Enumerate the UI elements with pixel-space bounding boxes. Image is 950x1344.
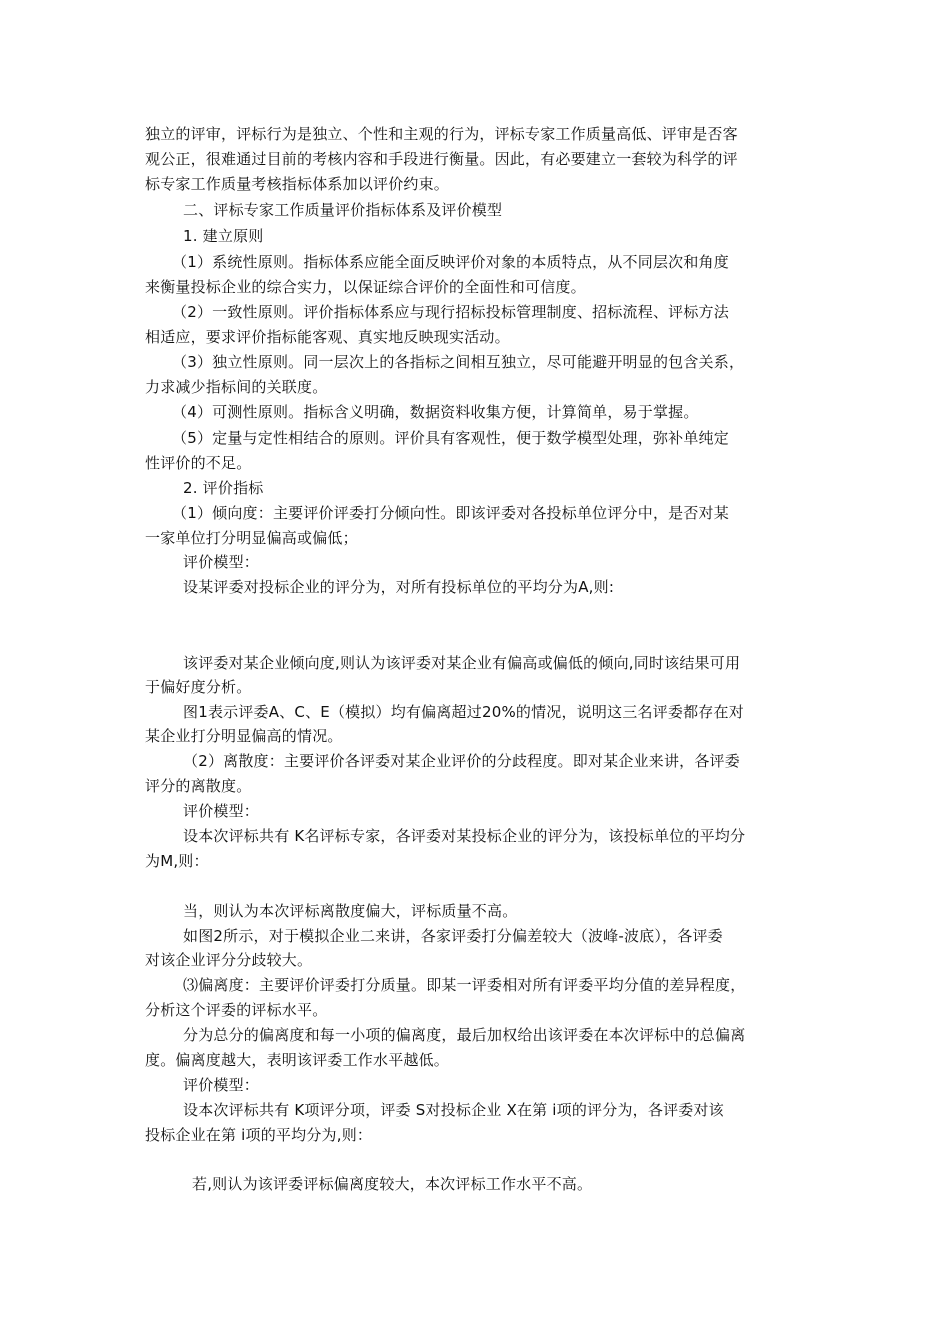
body-text-line: 来衡量投标企业的综合实力，以保证综合评价的全面性和可信度。 <box>145 278 586 296</box>
body-text-line: 设本次评标共有 K名评标专家，各评委对某投标企业的评分为，该投标单位的平均分 <box>183 827 746 845</box>
body-text-line: 分析这个评委的评标水平。 <box>145 1001 328 1019</box>
body-text-line: 该评委对某企业倾向度,则认为该评委对某企业有偏高或偏低的倾向,同时该结果可用 <box>183 654 741 672</box>
body-text-line: 性评价的不足。 <box>145 454 252 472</box>
body-text-line: 观公正，很难通过目前的考核内容和手段进行衡量。因此，有必要建立一套较为科学的评 <box>145 150 738 168</box>
body-text-line: 评价模型： <box>183 802 260 820</box>
body-text-line: 于偏好度分析。 <box>145 678 252 696</box>
body-text-line: （5）定量与定性相结合的原则。评价具有客观性，便于数学模型处理，弥补单纯定 <box>172 429 729 447</box>
body-text-line: 独立的评审，评标行为是独立、个性和主观的行为，评标专家工作质量高低、评审是否客 <box>145 125 738 143</box>
body-text-line: 投标企业在第 i项的平均分为,则： <box>145 1126 373 1144</box>
body-text-line: ⑶偏离度：主要评价评委打分质量。即某一评委相对所有评委平均分值的差异程度， <box>183 976 746 994</box>
body-text-line: 力求减少指标间的关联度。 <box>145 378 328 396</box>
body-text-line: 设某评委对投标企业的评分为，对所有投标单位的平均分为A,则: <box>183 578 615 596</box>
body-text-line: 当，则认为本次评标离散度偏大，评标质量不高。 <box>183 902 518 920</box>
body-text-line: 评分的离散度。 <box>145 777 252 795</box>
body-text-line: 某企业打分明显偏高的情况。 <box>145 727 343 745</box>
body-text-line: 分为总分的偏离度和每一小项的偏离度，最后加权给出该评委在本次评标中的总偏离 <box>183 1026 746 1044</box>
body-text-line: 相适应，要求评价指标能客观、真实地反映现实活动。 <box>145 328 510 346</box>
body-text-line: （3）独立性原则。同一层次上的各指标之间相互独立，尽可能避开明显的包含关系， <box>172 353 745 371</box>
body-text-line: 度。偏离度越大，表明该评委工作水平越低。 <box>145 1051 450 1069</box>
body-text-line: 评价模型： <box>183 553 260 571</box>
body-text-line: 对该企业评分分歧较大。 <box>145 951 313 969</box>
body-text-line: 标专家工作质量考核指标体系加以评价约束。 <box>145 175 450 193</box>
body-text-line: （2）一致性原则。评价指标体系应与现行招标投标管理制度、招标流程、评标方法 <box>172 303 729 321</box>
body-text-line: （4）可测性原则。指标含义明确，数据资料收集方便，计算简单，易于掌握。 <box>172 403 699 421</box>
body-text-line: 为M,则： <box>145 852 209 870</box>
body-text-line: 图1表示评委A、C、E（模拟）均有偏离超过20%的情况，说明这三名评委都存在对 <box>183 703 744 721</box>
body-text-line: 若,则认为该评委评标偏离度较大，本次评标工作水平不高。 <box>192 1175 593 1193</box>
body-text-line: 如图2所示，对于模拟企业二来讲，各家评委打分偏差较大（波峰-波底），各评委 <box>183 927 723 945</box>
body-text-line: （1）倾向度：主要评价评委打分倾向性。即该评委对各投标单位评分中，是否对某 <box>172 504 729 522</box>
subsection-heading: 1. 建立原则 <box>183 227 264 245</box>
body-text-line: 设本次评标共有 K项评分项，评委 S对投标企业 X在第 i项的评分为，各评委对该 <box>183 1101 724 1119</box>
body-text-line: （2）离散度：主要评价各评委对某企业评价的分歧程度。即对某企业来讲，各评委 <box>183 752 740 770</box>
body-text-line: 一家单位打分明显偏高或偏低； <box>145 529 358 547</box>
body-text-line: 评价模型： <box>183 1076 260 1094</box>
subsection-heading: 2. 评价指标 <box>183 479 264 497</box>
section-heading: 二、评标专家工作质量评价指标体系及评价模型 <box>183 201 503 219</box>
body-text-line: （1）系统性原则。指标体系应能全面反映评价对象的本质特点，从不同层次和角度 <box>172 253 729 271</box>
